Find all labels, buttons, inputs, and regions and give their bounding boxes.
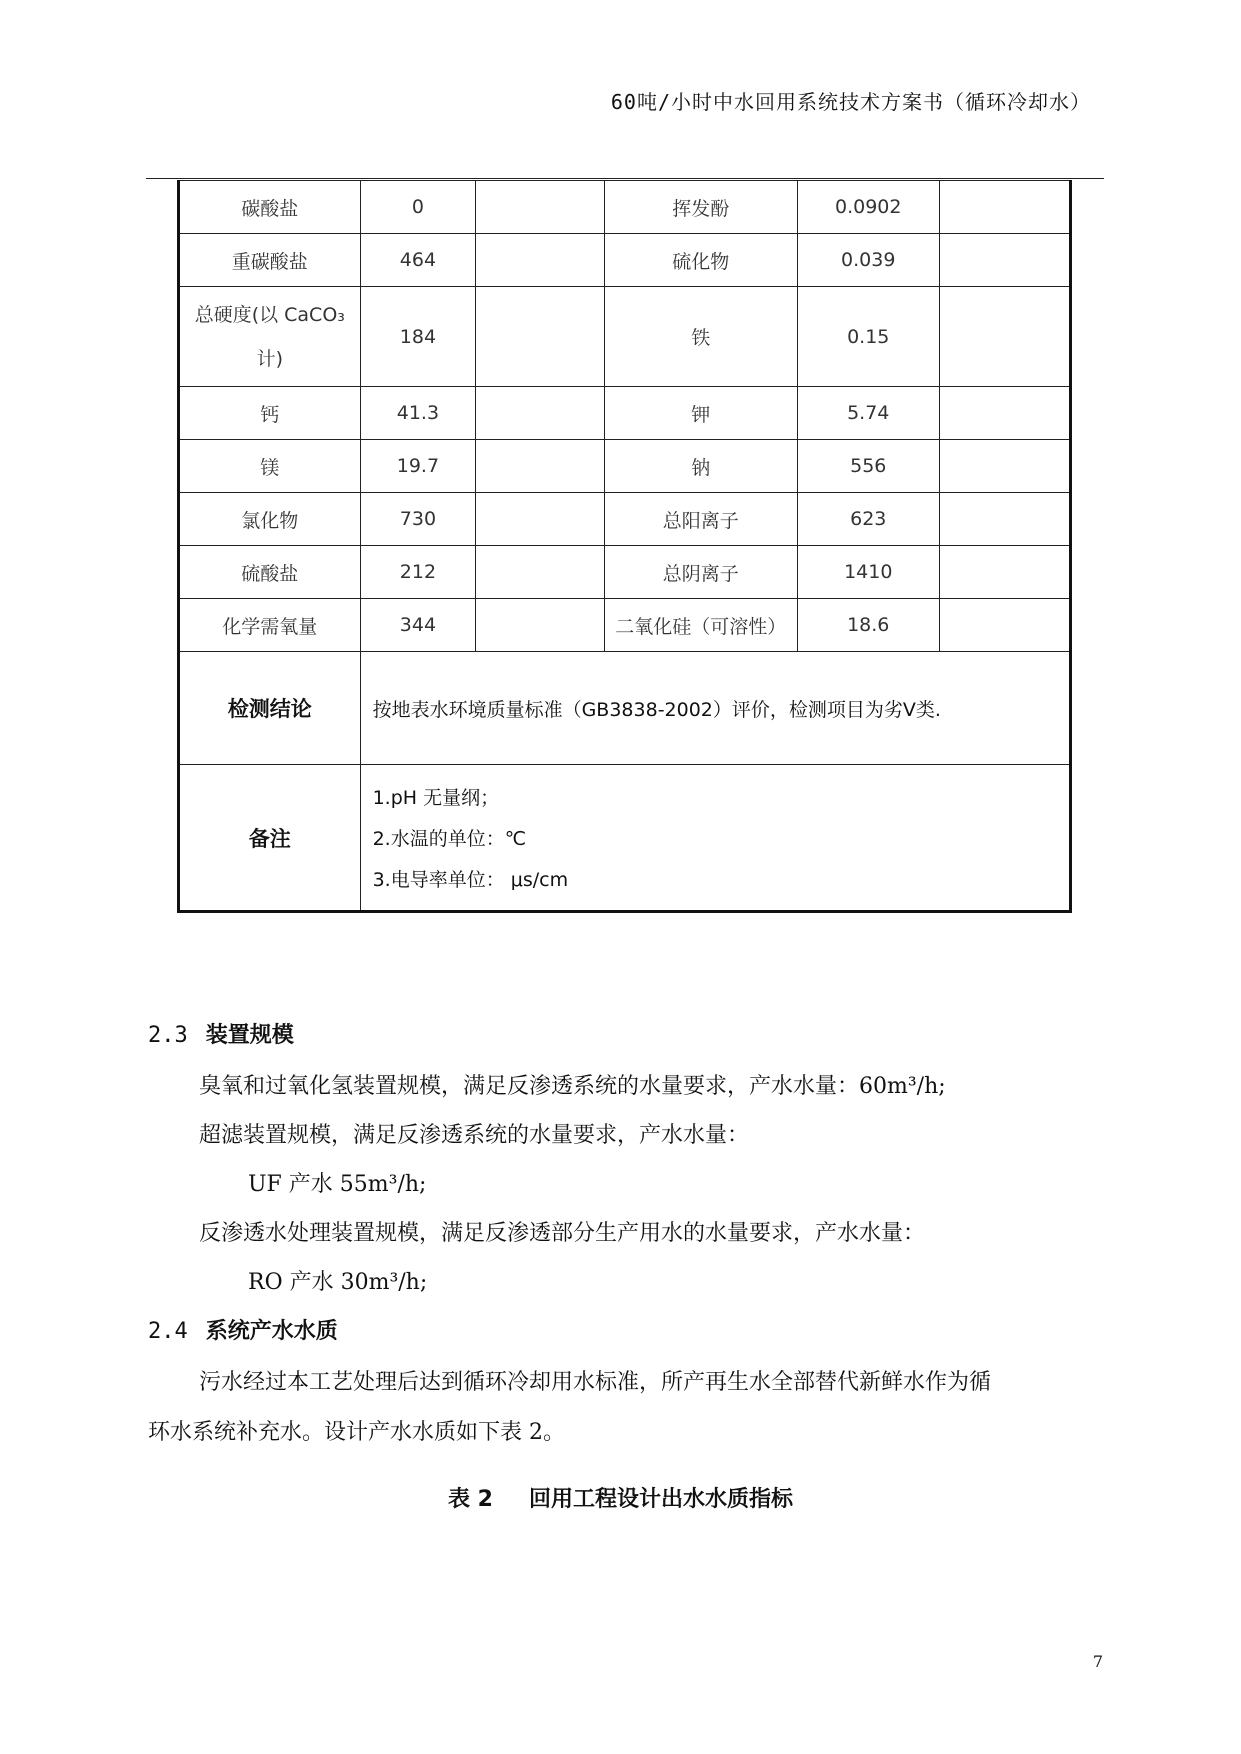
- notes-label: 备注: [179, 765, 361, 912]
- table-cell: 钙: [179, 387, 361, 440]
- paragraph-line: 污水经过本工艺处理后达到循环冷却用水标准，所产再生水全部替代新鲜水作为循: [199, 1370, 992, 1395]
- table-cell: 二氧化硅（可溶性）: [604, 599, 797, 652]
- table-row: [179, 440, 1071, 493]
- table-cell: 19.7: [360, 440, 476, 493]
- conclusion-text: 按地表水环境质量标准（GB3838-2002）评价，检测项目为劣V类.: [360, 652, 1070, 765]
- table-cell: 碳酸盐: [179, 181, 361, 234]
- table-cell: 总阴离子: [604, 546, 797, 599]
- conclusion-label: 检测结论: [179, 652, 361, 765]
- table-cell: 化学需氧量: [179, 599, 361, 652]
- table-cell: 镁: [179, 440, 361, 493]
- table-cell: 挥发酚: [604, 181, 797, 234]
- table-cell: [476, 493, 604, 546]
- table-cell: 1410: [797, 546, 939, 599]
- table-cell: [939, 234, 1070, 287]
- notes-cell: [360, 765, 1070, 912]
- header-rule: [146, 178, 1104, 179]
- table-cell: [476, 546, 604, 599]
- table-cell: 0: [360, 181, 476, 234]
- table-cell: 18.6: [797, 599, 939, 652]
- table-cell: [939, 287, 1070, 387]
- table-cell: 氯化物: [179, 493, 361, 546]
- table-cell: 623: [797, 493, 939, 546]
- table-row: [179, 181, 1071, 234]
- table-cell: [476, 287, 604, 387]
- table-row: [179, 546, 1071, 599]
- page-number: 7: [1092, 1652, 1103, 1671]
- table-cell: 344: [360, 599, 476, 652]
- table-cell: 硫酸盐: [179, 546, 361, 599]
- paragraph-line: 反渗透水处理装置规模，满足反渗透部分生产用水的水量要求，产水水量：: [199, 1221, 926, 1246]
- table-cell: 总阳离子: [604, 493, 797, 546]
- section-2-4-heading: [148, 1314, 338, 1345]
- table-row: [179, 493, 1071, 546]
- table-row: [179, 387, 1071, 440]
- table-cell: 0.0902: [797, 181, 939, 234]
- table-cell: 硫化物: [604, 234, 797, 287]
- table-cell: 184: [360, 287, 476, 387]
- section-number: 2.3: [148, 1023, 188, 1048]
- table-cell: [476, 234, 604, 287]
- table-cell: 0.039: [797, 234, 939, 287]
- table-cell: 钠: [604, 440, 797, 493]
- table-cell: 212: [360, 546, 476, 599]
- note-line: 3.电导率单位： μs/cm: [372, 869, 569, 891]
- paragraph-line: UF 产水 55m³/h;: [248, 1172, 427, 1197]
- section-number: 2.4: [148, 1319, 188, 1344]
- table-cell: [476, 440, 604, 493]
- paragraph-line: 超滤装置规模，满足反渗透系统的水量要求，产水水量：: [199, 1123, 750, 1148]
- table-cell: [939, 599, 1070, 652]
- note-line: 2.水温的单位：℃: [372, 828, 527, 850]
- page-header-title: 60吨/小时中水回用系统技术方案书（循环冷却水）: [610, 90, 1091, 114]
- table-row: [179, 234, 1071, 287]
- section-title: 装置规模: [205, 1023, 294, 1048]
- table-cell: [939, 387, 1070, 440]
- table-row: [179, 287, 1071, 387]
- table-caption: [0, 1482, 1241, 1513]
- section-2-3-heading: [148, 1018, 294, 1049]
- note-line: 1.pH 无量纲；: [372, 787, 500, 809]
- water-quality-table: [177, 180, 1072, 913]
- paragraph-line: RO 产水 30m³/h;: [248, 1270, 428, 1295]
- section-title: 系统产水水质: [205, 1319, 338, 1344]
- table-cell: 总硬度(以 CaCO₃计): [179, 287, 361, 387]
- table-cell: 730: [360, 493, 476, 546]
- paragraph-line: 环水系统补充水。设计产水水质如下表 2。: [148, 1420, 565, 1445]
- table-cell: 41.3: [360, 387, 476, 440]
- table-cell: 464: [360, 234, 476, 287]
- table-cell: [939, 440, 1070, 493]
- caption-text: 回用工程设计出水水质指标: [528, 1487, 793, 1512]
- table-cell: 钾: [604, 387, 797, 440]
- table-cell: [939, 181, 1070, 234]
- conclusion-row: [179, 652, 1071, 765]
- caption-label: 表 2: [448, 1487, 493, 1512]
- table-cell: [476, 599, 604, 652]
- table-cell: 5.74: [797, 387, 939, 440]
- table-cell: 铁: [604, 287, 797, 387]
- table-cell: 重碳酸盐: [179, 234, 361, 287]
- table-cell: [476, 387, 604, 440]
- table-cell: [476, 181, 604, 234]
- paragraph-line: 臭氧和过氧化氢装置规模，满足反渗透系统的水量要求，产水水量：60m³/h;: [199, 1074, 946, 1099]
- table-cell: 0.15: [797, 287, 939, 387]
- table-cell: 556: [797, 440, 939, 493]
- table-cell: [939, 493, 1070, 546]
- table-row: [179, 599, 1071, 652]
- notes-row: [179, 765, 1071, 912]
- table-cell: [939, 546, 1070, 599]
